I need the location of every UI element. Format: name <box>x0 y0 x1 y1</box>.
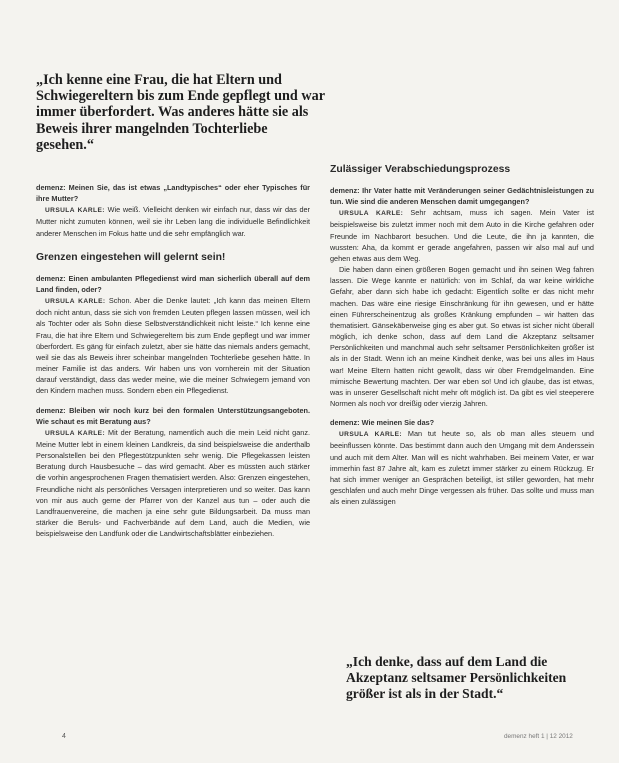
interview-question <box>36 273 310 295</box>
answer-text: Wie weiß. Vielleicht denken wir einfach nur, dass wir das der Mutter nicht zumuten können, weil sie ihr Leben lang die individuelle Befindlichkeit anderer Menschen im Fokus hatte und die sehr empfänglich war. <box>36 205 310 238</box>
interview-question <box>330 185 594 207</box>
speaker-label: URSULA KARLE: <box>45 207 105 215</box>
pull-quote-top: „Ich kenne eine Frau, die hat Eltern und Schwiegereltern bis zum Ende gepflegt und war immer überfordert. Was anderes hätte sie als Beweis ihrer mangelnden Tochterliebe gesehen.“ <box>36 72 325 153</box>
interview-answer <box>36 204 310 238</box>
page-number: 4 <box>62 733 66 740</box>
interview-question <box>330 417 594 428</box>
section-heading: Zulässiger Verabschiedungsprozess <box>330 164 511 175</box>
answer-text: Schon. Aber die Denke lautet: „Ich kann das meinen Eltern doch nicht antun, dass sie sich von fremden Leuten pflegen lassen müssen, weil ich als Tochter oder als Sohn diese Selbstverständlichkeit nicht leiste.“ Ich kenne eine Frau, die hat ihre Eltern und Schwiegereltern bis zum Ende gepflegt und war immer überfordert. Es gäng für einfach zuletzt, aber sie hätte das niemals anders gemacht, weil sie das als Beweis ihrer scheinbar mangelnden Tochterliebe gesehen hätte. In meiner Familie ist das anders. Wir haben uns von vornherein mit der Situation darauf verständigt, dass das weder meine, wie die meiner Schwiegern jemand von den Kindern machen muss. Sondern eben ein Pflegedienst. <box>36 296 311 396</box>
speaker-label: URSULA KARLE: <box>339 431 402 439</box>
interview-answer <box>36 295 310 396</box>
question-text: demenz: Meinen Sie, das ist etwas „Landtypisches“ oder eher Typisches für ihre Mutter? <box>36 183 310 204</box>
spacer <box>36 397 310 405</box>
interview-answer <box>330 428 594 507</box>
answer-text: Sehr achtsam, muss ich sagen. Mein Vater ist beispielsweise bis zuletzt immer noch mit dem Auto in die Kirche gefahren oder Freunde im Nachbarort besuchen. Und die Leute, die ihn ja kannten, die wussten: Aha, da kommt er gerade angefahren, passen wir also mal auf und gehen etwas aus dem Weg. <box>330 208 595 263</box>
speaker-label: URSULA KARLE: <box>45 298 106 306</box>
section-heading: Grenzen eingestehen will gelernt sein! <box>36 251 226 263</box>
spacer <box>330 409 594 417</box>
pull-quote-bottom: „Ich denke, dass auf dem Land die Akzeptanz seltsamer Persönlichkeiten größer ist als in der Stadt.“ <box>346 654 567 701</box>
interview-question <box>36 405 310 427</box>
question-text: demenz: Wie meinen Sie das? <box>330 418 435 428</box>
body-paragraph: Die haben dann einen größeren Bogen gemacht und ihn seinen Weg fahren lassen. Die Wege kannte er natürlich: von im Schlaf, da war keine wirkliche Gefahr, aber dann sich habe ich gedacht: Eigentlich sollte er das nicht mehr machen. Das wäre eine riesige Einschränkung für ihn gewesen, und er hätte einen Führerscheinentzug als großes Kränkung empfunden – wir hatten das thematisiert. Gänsekäberweise ging es aber gut. So etwas ist sicher nicht überall möglich, ich denke schon, dass auf dem Land die Akzeptanz seltsamer Persönlichkeiten und manchmal auch sehr seltsamer Persönlichkeiten größer ist als in der Stadt. Wenn ich an meine Kindheit denke, was bei uns alles im Haus war! Meine Eltern hatten nicht gewollt, dass wir über Fremdgelmanden. Eine mimische Bewertung machten. Der war eben so! Und ich glaube, das ist etwas, was in unserer Gesellschaft nicht mehr oft möglich ist. Da gibt es viel steeperere Normen als noch vor dreißig oder vierzig Jahren. <box>330 265 594 408</box>
text-column-right <box>330 163 594 507</box>
footer-source: demenz heft 1 | 12 2012 <box>504 733 573 740</box>
question-text: demenz: Einen ambulanten Pflegedienst wird man sicherlich überall auf dem Land finden, oder? <box>36 273 310 294</box>
interview-answer <box>36 427 310 540</box>
interview-answer <box>330 207 594 264</box>
answer-text: Mit der Beratung, namentlich auch die mein Leid nicht ganz. Meine Mutter lebt in einem kleinen Landkreis, da sind beispielsweise die anderthalb Personalstellen bei den Pflegestützpunkten sehr wenig. Die Pflegekassen leisten Beratung durch Hausbesuche – das wird gemacht. Aber es müssten auch stärker die vorhin angesprochenen Fragen thematisiert werden. Also: Grenzen eingestehen, Freundliche nicht als persönliches Versagen interpretieren und so weiter. Das kann von mir aus auch gerne der Pfarrer von der Kanzel aus tun – oder auch die Landfrauenvereine, die machen ja eine sehr gute Bildungsarbeit. Da muss man stärker die Beruls- und Fachverbände auf dem Land, auch die Medien, wie beispielsweise den Landfunk oder die Landwirtschaftsblätter einbeziehen. <box>36 427 311 539</box>
answer-text: Man tut heute so, als ob man alles steuern und beeinflussen könnte. Das bestimmt dann auch den Umgang mit dem Anderssein und auch mit dem Alter. Man will es nicht wahrhaben. Bei meinem Vater, er war immerhin fast 87 Jahre alt, kam es zuletzt immer stärker zu einem Rückzug. Er hat sich immer weniger an Gesprächen beteiligt, ist stiller geworden, hat mehr geschlafen und auch mehr Dinge vergessen als früher. Das sollte und muss man als einen zulässigen <box>330 429 594 507</box>
question-text: demenz: Bleiben wir noch kurz bei den formalen Unterstützungsangeboten. Wie schaut es mit Beratung aus? <box>36 405 310 426</box>
speaker-label: URSULA KARLE: <box>339 210 404 218</box>
interview-question <box>36 182 310 204</box>
speaker-label: URSULA KARLE: <box>45 429 106 437</box>
text-column-left <box>36 182 310 539</box>
question-text: demenz: Ihr Vater hatte mit Veränderungen seiner Gedächtnisleistungen zu tun. Wie sind die anderen Menschen damit umgegangen? <box>330 186 594 207</box>
